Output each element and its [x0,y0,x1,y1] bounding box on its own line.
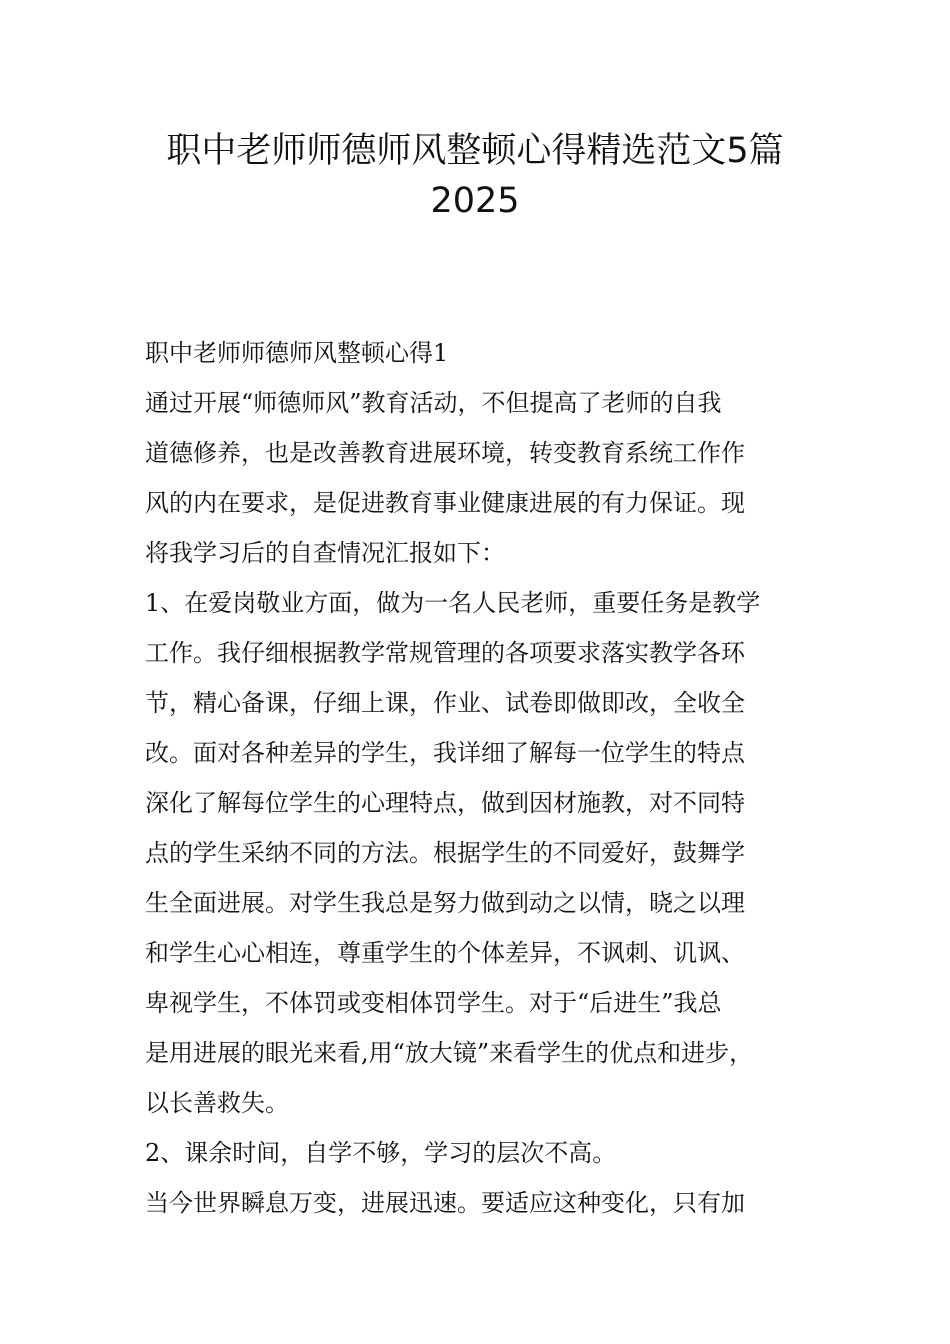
paragraph-line: 是用进展的眼光来看,用“放大镜”来看学生的优点和进步， [145,1039,754,1067]
paragraph-line: 道德修养，也是改善教育进展环境，转变教育系统工作作 [145,439,745,467]
paragraph-line: 将我学习后的自查情况汇报如下： [145,539,505,567]
paragraph-line: 点的学生采纳不同的方法。根据学生的不同爱好，鼓舞学 [145,839,745,867]
paragraph-line: 当今世界瞬息万变，进展迅速。要适应这种变化，只有加 [145,1189,745,1217]
paragraph-line: 生全面进展。对学生我总是努力做到动之以情，晓之以理 [145,889,745,917]
document-body [145,328,825,1228]
paragraph-line: 和学生心心相连，尊重学生的个体差异，不讽刺、讥讽、 [145,939,745,967]
paragraph-line: 节，精心备课，仔细上课，作业、试卷即做即改，全收全 [145,689,745,717]
paragraph-line: 工作。我仔细根据教学常规管理的各项要求落实教学各环 [145,639,745,667]
paragraph-line: 2、课余时间，自学不够，学习的层次不高。 [145,1139,617,1167]
title-line-2: 2025 [430,181,520,221]
document-title [0,126,950,226]
paragraph-line: 风的内在要求，是促进教育事业健康进展的有力保证。现 [145,489,745,517]
paragraph-line: 改。面对各种差异的学生，我详细了解每一位学生的特点 [145,739,745,767]
paragraph-line: 卑视学生，不体罚或变相体罚学生。对于“后进生”我总 [145,989,722,1017]
section-heading: 职中老师师德师风整顿心得1 [145,339,449,367]
paragraph-line: 深化了解每位学生的心理特点，做到因材施教，对不同特 [145,789,745,817]
title-line-1: 职中老师师德师风整顿心得精选范文5篇 [166,131,784,171]
paragraph-line: 1、在爱岗敬业方面，做为一名人民老师，重要任务是教学 [145,589,761,617]
paragraph-line: 通过开展“师德师风”教育活动，不但提高了老师的自我 [145,389,722,417]
paragraph-line: 以长善救失。 [145,1089,289,1117]
